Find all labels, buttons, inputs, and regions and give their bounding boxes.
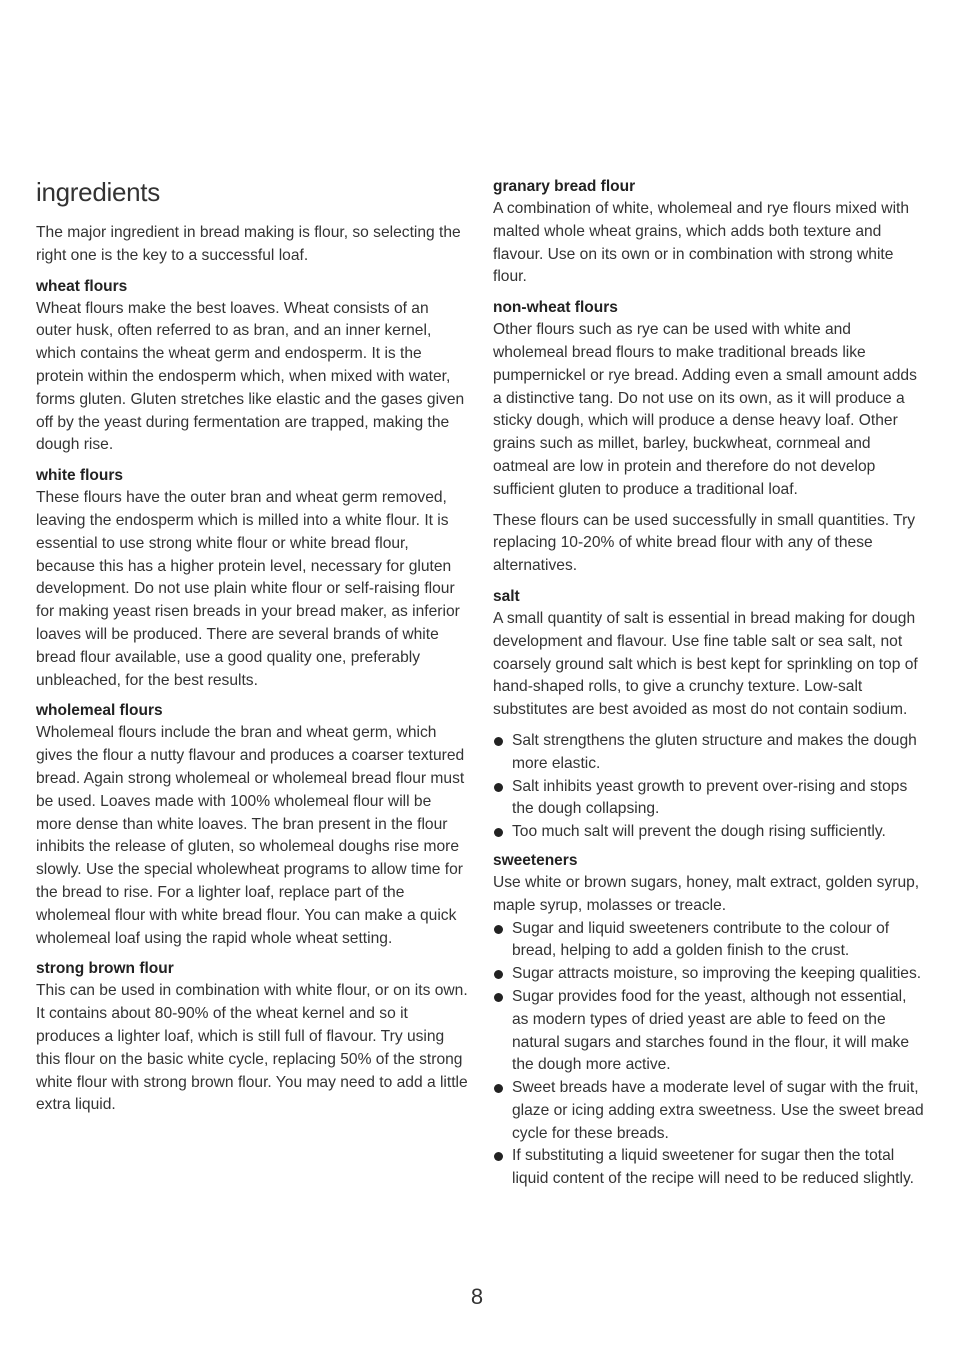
right-column bbox=[493, 176, 925, 1197]
section-heading: sweeteners bbox=[493, 851, 578, 869]
bullet-text: Sugar attracts moisture, so improving the keeping qualities. bbox=[512, 965, 922, 983]
section-body: A small quantity of salt is essential in bread making for dough development and flavour. Use fine table salt or sea salt, not coarsely ground salt which is best kept for sprinkling on top of hand-shaped rolls, to give a crunchy texture. Low-salt substitutes are best avoided as most do not contain sodium. bbox=[493, 609, 918, 719]
bullet-icon bbox=[494, 1084, 503, 1093]
section-salt bbox=[493, 586, 925, 844]
section-heading: wheat flours bbox=[36, 277, 128, 295]
bullet-icon bbox=[494, 993, 503, 1002]
bullet-item bbox=[493, 776, 925, 822]
sweeteners-bullet-list bbox=[493, 918, 925, 1192]
section-white-flours bbox=[36, 465, 468, 692]
bullet-item bbox=[493, 986, 925, 1077]
bullet-icon bbox=[494, 828, 503, 837]
bullet-item bbox=[493, 963, 925, 986]
section-sweeteners bbox=[493, 850, 925, 1191]
bullet-item bbox=[493, 1077, 925, 1145]
bullet-item bbox=[493, 821, 925, 844]
intro-paragraph: The major ingredient in bread making is flour, so selecting the right one is the key to a successful loaf. bbox=[36, 224, 461, 264]
bullet-item bbox=[493, 918, 925, 964]
section-non-wheat-flours bbox=[493, 297, 925, 578]
section-body-secondary: These flours can be used successfully in small quantities. Try replacing 10-20% of white bread flour with any of these alternatives. bbox=[493, 511, 916, 575]
bullet-item bbox=[493, 1145, 925, 1191]
bullet-icon bbox=[494, 925, 503, 934]
section-heading: granary bread flour bbox=[493, 178, 636, 195]
section-heading: non-wheat flours bbox=[493, 299, 618, 317]
left-column bbox=[36, 176, 468, 1125]
bullet-text: Sugar provides food for the yeast, although not essential, as modern types of dried yeast are able to feed on the natural sugars and starches found in the flour, it will make the dough more active. bbox=[512, 987, 909, 1074]
section-body: These flours have the outer bran and wheat germ removed, leaving the endosperm which is milled into a white flour. It is essential to use strong white flour or white bread flour, because this has a higher protein level, necessary for gluten development. Do not use plain white flour or self-raising flour for making yeast risen breads in your bread maker, as inferior loaves will be produced. There are several brands of white bread flour available, use a good quality one, preferably unbleached, for the best results. bbox=[36, 489, 460, 689]
section-wholemeal-flours bbox=[36, 700, 468, 950]
section-body: Use white or brown sugars, honey, malt extract, golden syrup, maple syrup, molasses or treacle. bbox=[493, 873, 920, 914]
section-body: Wholemeal flours include the bran and wheat germ, which gives the flour a nutty flavour and produces a coarser textured bread. Again strong wholemeal or wholemeal bread flour must be used. Loaves made with 100% wholemeal flour will be more dense than white loaves. The bran present in the flour inhibits the release of gluten, so wholemeal doughs rise more slowly. Use the special wholewheat programs to allow time for the bread to rise. For a lighter loaf, replace part of the wholemeal flour with white bread flour. You can make a quick wholemeal loaf using the rapid whole wheat setting. bbox=[36, 724, 465, 947]
bullet-icon bbox=[494, 783, 503, 792]
section-strong-brown-flour bbox=[36, 958, 468, 1117]
bullet-icon bbox=[494, 1152, 503, 1161]
section-body: Other flours such as rye can be used with white and wholemeal bread flours to make traditional breads like pumpernickel or rye bread. Adding even a small amount adds a distinctive tang. Do not use on its own, as it will produce a sticky dough, which will produce a dense heavy loaf. Other grains such as millet, barley, buckwheat, cornmeal and oatmeal are low in protein and therefore do not develop sufficient gluten to produce a traditional loaf. bbox=[493, 321, 917, 498]
bullet-item bbox=[493, 730, 925, 776]
section-heading: white flours bbox=[36, 467, 123, 485]
bullet-icon bbox=[494, 737, 503, 746]
bullet-text: Salt strengthens the gluten structure and makes the dough more elastic. bbox=[512, 731, 917, 772]
bullet-text: Too much salt will prevent the dough rising sufficiently. bbox=[512, 823, 886, 841]
bullet-text: Sweet breads have a moderate level of sugar with the fruit, glaze or icing adding extra sweetness. Use the sweet bread cycle for these breads. bbox=[512, 1079, 924, 1142]
section-heading: wholemeal flours bbox=[36, 702, 163, 720]
section-wheat-flours bbox=[36, 276, 468, 458]
section-heading: salt bbox=[493, 587, 520, 605]
bullet-icon bbox=[494, 970, 503, 979]
section-body: This can be used in combination with white flour, or on its own. It contains about 80-90% of the wheat kernel and so it produces a lighter loaf, which is still full of flavour. Try using this flour on the basic white cycle, replacing 50% of the strong white flour with strong brown flour. You may need to add a little extra liquid. bbox=[36, 982, 468, 1114]
section-heading: strong brown flour bbox=[36, 960, 174, 978]
bullet-text: Sugar and liquid sweeteners contribute to the colour of bread, helping to add a golden finish to the crust. bbox=[512, 919, 890, 960]
salt-bullet-list bbox=[493, 730, 925, 844]
bullet-text: If substituting a liquid sweetener for sugar then the total liquid content of the recipe will need to be reduced slightly. bbox=[512, 1147, 914, 1188]
section-body: A combination of white, wholemeal and rye flours mixed with malted whole wheat grains, which adds both texture and flavour. Use on its own or in combination with strong white flour. bbox=[493, 200, 910, 286]
page-number: 8 bbox=[470, 1284, 484, 1309]
section-granary-bread-flour bbox=[493, 176, 925, 289]
section-body: Wheat flours make the best loaves. Wheat consists of an outer husk, often referred to as bran, and an inner kernel, which contains the wheat germ and endosperm. It is the protein within the endosperm which, when mixed with water, forms gluten. Gluten stretches like elastic and the gases given off by the yeast during fermentation are trapped, making the dough rise. bbox=[36, 299, 465, 454]
bullet-text: Salt inhibits yeast growth to prevent over-rising and stops the dough collapsing. bbox=[512, 777, 908, 818]
page-title: ingredients bbox=[36, 177, 160, 207]
